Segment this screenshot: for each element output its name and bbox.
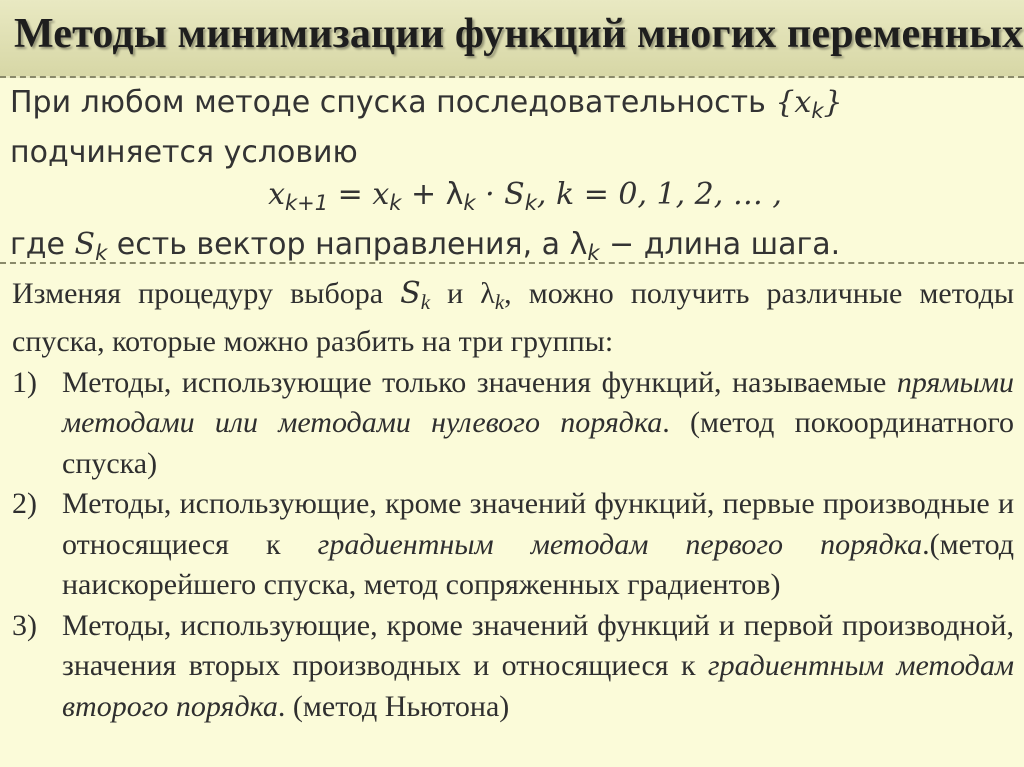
intro-line-4-mid: есть вектор направления, а λ — [107, 226, 588, 262]
list-item-text-end: . (метод Ньютона) — [277, 689, 510, 723]
formula-x: x — [372, 176, 390, 212]
sequence-sub: k — [811, 98, 824, 123]
formula-s-sub: k — [524, 190, 537, 215]
intro-line-2: подчиняется условию — [10, 134, 358, 170]
list-item-text: Методы, использующие, кроме значений функций, первые производные и относящиеся к — [62, 487, 1014, 561]
methods-intro-s-sub: k — [420, 289, 431, 314]
intro-line-4 — [10, 224, 1010, 274]
list-item-text-end: . (метод покоординатного спуска) — [62, 406, 1015, 480]
intro-line-4-end: − длина шага. — [599, 226, 841, 262]
list-item-text-end: .(метод наискорейшего спуска, метод сопряженных градиентов) — [62, 527, 1015, 602]
list-item-italic: градиентным методам первого порядка — [317, 527, 923, 561]
list-item-number: 3) — [12, 608, 37, 642]
methods-intro — [12, 274, 1014, 363]
methods-intro-and: и λ — [430, 277, 495, 310]
intro-line-4-s: S — [74, 226, 96, 262]
formula-x-sub: k — [389, 190, 402, 215]
formula-eq: = — [328, 176, 373, 212]
list-item-italic: прямыми методами или методами нулевого порядка — [62, 365, 1014, 440]
intro-line-4-s-sub: k — [95, 240, 108, 265]
formula-lambda-sub: k — [463, 190, 476, 215]
list-item — [12, 484, 1014, 606]
section-divider — [0, 262, 1024, 264]
list-item-text: Методы, использующие, кроме значений функций и первой производной, значения вторых производных и относящиеся к — [62, 608, 1014, 683]
intro-line-1 — [10, 82, 1010, 132]
page-title: Методы минимизации функций многих переменных — [14, 11, 1024, 57]
methods-block — [12, 274, 1014, 727]
list-item-number: 1) — [12, 365, 37, 399]
formula — [10, 174, 1010, 224]
intro-line-1-text: При любом методе спуска последовательность — [10, 85, 776, 120]
methods-intro-s: S — [400, 276, 421, 311]
methods-intro-a: Изменяя процедуру выбора — [12, 277, 401, 310]
sequence-close: } — [823, 85, 843, 120]
list-item — [12, 606, 1014, 728]
formula-dot-s: · S — [475, 176, 525, 212]
methods-intro-l-sub: k — [494, 289, 505, 314]
intro-block — [10, 82, 1010, 274]
list-item-number: 2) — [12, 487, 37, 521]
formula-lhs-sub: k+1 — [284, 190, 329, 215]
formula-rest: , k = 0, 1, 2, … , — [536, 176, 782, 212]
list-item — [12, 363, 1014, 485]
formula-lhs: x — [268, 176, 285, 212]
intro-line-4-prefix: где — [10, 226, 75, 262]
title-bar — [0, 0, 1024, 78]
list-item-italic: градиентным методам второго порядка — [62, 649, 1014, 723]
formula-plus-lambda: + λ — [401, 176, 464, 212]
intro-line-4-l-sub: k — [587, 240, 600, 265]
list-item-text: Методы, использующие только значения функций, называемые — [62, 365, 897, 399]
sequence-open: {x — [775, 85, 812, 120]
methods-intro-b: , можно получить различные методы спуска, которые можно разбить на три группы: — [12, 277, 1014, 359]
